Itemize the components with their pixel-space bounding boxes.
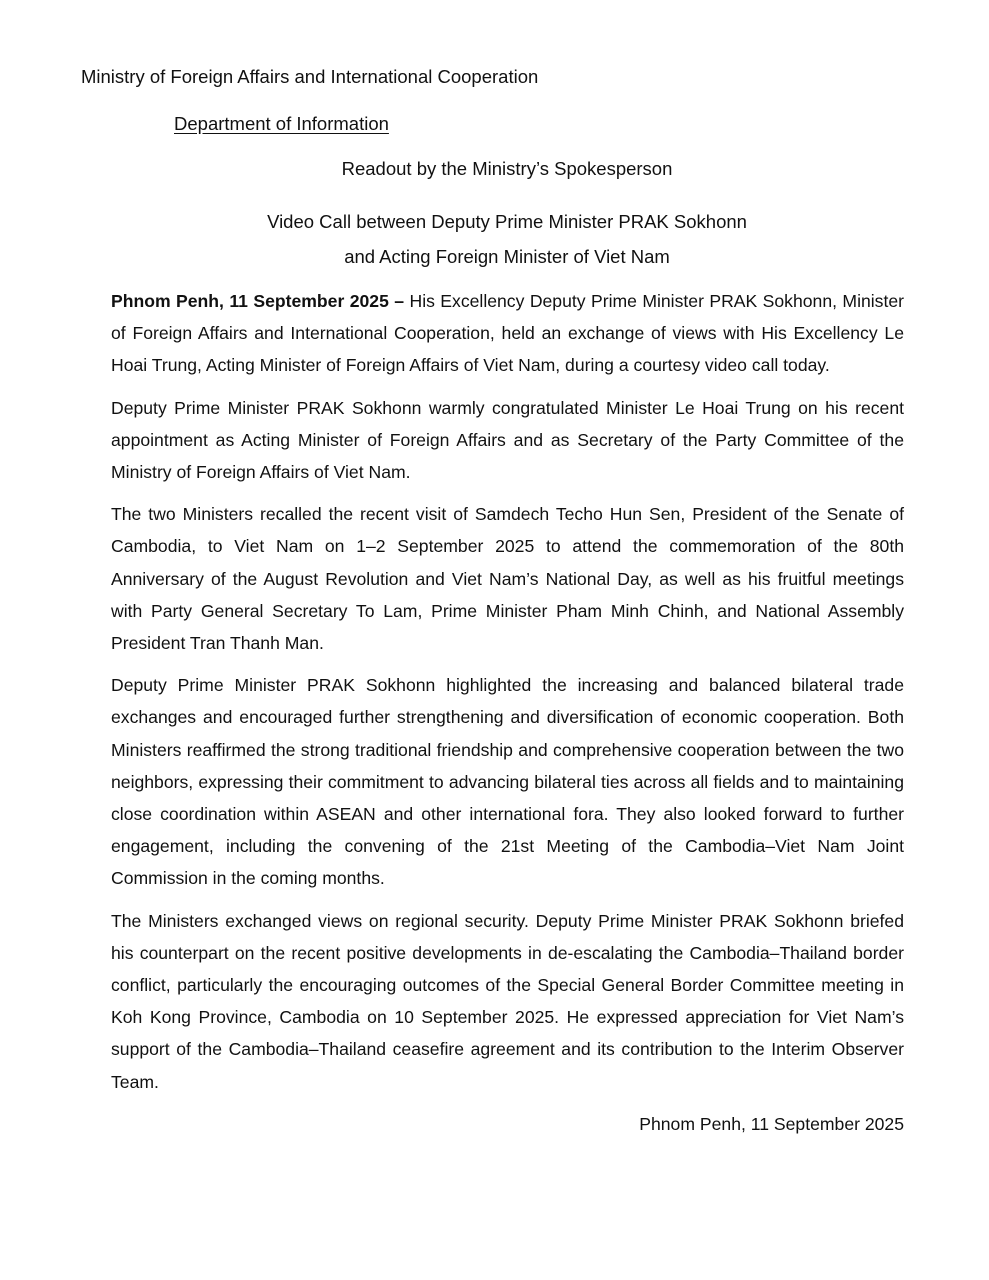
paragraph-1: [111, 285, 904, 382]
dateline: Phnom Penh, 11 September 2025 –: [111, 291, 405, 311]
readout-heading: Readout by the Ministry’s Spokesperson: [341, 158, 673, 179]
paragraph-4: Deputy Prime Minister PRAK Sokhonn highlighted the increasing and balanced bilateral trade exchanges and encouraged further strengthening and diversification of economic cooperation. Both Ministers reaffirmed the strong traditional friendship and comprehensive cooperation between the two neighbors, expressing their commitment to advancing bilateral ties across all fields and to maintaining close coordination within ASEAN and other international fora. They also looked forward to further engagement, including the convening of the 21st Meeting of the Cambodia–Viet Nam Joint Commission in the coming months.: [111, 675, 904, 889]
paragraph-5: The Ministers exchanged views on regional security. Deputy Prime Minister PRAK Sokhonn briefed his counterpart on the recent positive developments in de-escalating the Cambodia–Thailand border conflict, particularly the encouraging outcomes of the Special General Border Committee meeting in Koh Kong Province, Cambodia on 10 September 2025. He expressed appreciation for Viet Nam’s support of the Cambodia–Thailand ceasefire agreement and its contribution to the Interim Observer Team.: [111, 910, 904, 1092]
department-name: Department of Information: [174, 113, 389, 134]
paragraph-1-text: His Excellency Deputy Prime Minister PRAK Sokhonn, Minister of Foreign Affairs and International Cooperation, held an exchange of views with His Excellency Le Hoai Trung, Acting Minister of Foreign Affairs of Viet Nam, during a courtesy video call today.: [111, 291, 905, 376]
title-line-2: and Acting Foreign Minister of Viet Nam: [344, 246, 670, 267]
ministry-name: Ministry of Foreign Affairs and International Cooperation: [81, 66, 539, 87]
paragraph-2: Deputy Prime Minister PRAK Sokhonn warmly congratulated Minister Le Hoai Trung on his recent appointment as Acting Minister of Foreign Affairs and as Secretary of the Party Committee of the Ministry of Foreign Affairs of Viet Nam.: [111, 397, 904, 483]
document-title: [0, 204, 989, 274]
paragraph-3: The two Ministers recalled the recent visit of Samdech Techo Hun Sen, President of the Senate of Cambodia, to Viet Nam on 1–2 September 2025 to attend the commemoration of the 80th Anniversary of the August Revolution and Viet Nam’s National Day, as well as his fruitful meetings with Party General Secretary To Lam, Prime Minister Pham Minh Chinh, and National Assembly President Tran Thanh Man.: [111, 504, 904, 654]
document-body: [111, 285, 904, 1140]
closing-place-date: Phnom Penh, 11 September 2025: [639, 1113, 904, 1134]
title-line-1: Video Call between Deputy Prime Minister PRAK Sokhonn: [267, 211, 747, 232]
